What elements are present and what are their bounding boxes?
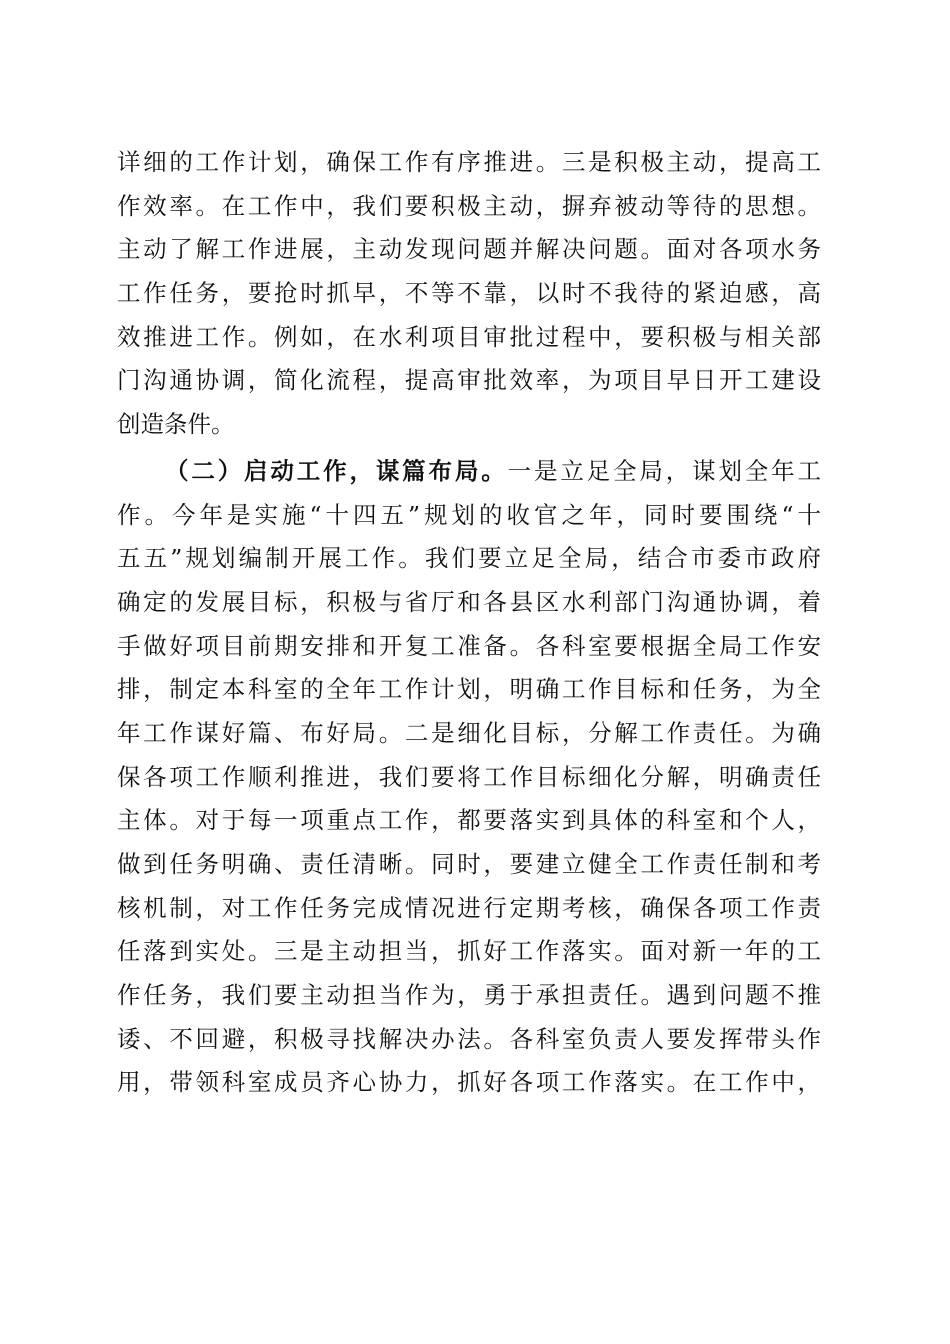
text-line: 创造条件。 [117, 410, 235, 439]
text-line: 年工作谋好篇、布好局。二是细化目标，分解工作责任。为确 [117, 718, 821, 747]
text-line: 作。今年是实施“十四五”规划的收官之年，同时要围绕“十 [117, 500, 821, 529]
text-line: 核机制，对工作任务完成情况进行定期考核，确保各项工作责 [117, 893, 821, 922]
text-line: 五五”规划编制开展工作。我们要立足全局，结合市委市政府 [117, 544, 821, 573]
paragraph-text: 一是立足全局，谋划全年工 [507, 456, 822, 485]
text-line: 确定的发展目标，积极与省厅和各县区水利部门沟通协调，着 [117, 587, 821, 616]
text-line: 主动了解工作进展，主动发现问题并解决问题。面对各项水务 [117, 235, 821, 264]
text-line: 用，带领科室成员齐心协力，抓好各项工作落实。在工作中， [117, 1068, 821, 1097]
text-line: 作效率。在工作中，我们要积极主动，摒弃被动等待的思想。 [117, 191, 821, 220]
text-line: 手做好项目前期安排和开复工准备。各科室要根据全局工作安 [117, 631, 821, 660]
text-line: 排，制定本科室的全年工作计划，明确工作目标和任务，为全 [117, 675, 821, 704]
text-line: 主体。对于每一项重点工作，都要落实到具体的科室和个人， [117, 806, 821, 835]
text-line: 效推进工作。例如，在水利项目审批过程中，要积极与相关部 [117, 322, 821, 351]
document-page [117, 141, 821, 1105]
text-line: 详细的工作计划，确保工作有序推进。三是积极主动，提高工 [117, 148, 821, 176]
text-line: 门沟通协调，简化流程，提高审批效率，为项目早日开工建设 [117, 366, 821, 395]
text-line: 保各项工作顺利推进，我们要将工作目标细化分解，明确责任 [117, 762, 821, 791]
text-line: 作任务，我们要主动担当作为，勇于承担责任。遇到问题不推 [117, 981, 821, 1010]
text-line: 做到任务明确、责任清晰。同时，要建立健全工作责任制和考 [117, 850, 821, 878]
text-line: 工作任务，要抢时抓早，不等不靠，以时不我待的紧迫感，高 [117, 279, 821, 308]
paragraph-2-first-line [117, 450, 821, 494]
text-line: 任落到实处。三是主动担当，抓好工作落实。面对新一年的工 [117, 937, 821, 966]
section-heading: （二）启动工作，谋篇布局。 [165, 456, 508, 485]
paragraph-2 [117, 450, 821, 1105]
text-line: 诿、不回避，积极寻找解决办法。各科室负责人要发挥带头作 [117, 1024, 821, 1053]
paragraph-1 [117, 141, 821, 447]
